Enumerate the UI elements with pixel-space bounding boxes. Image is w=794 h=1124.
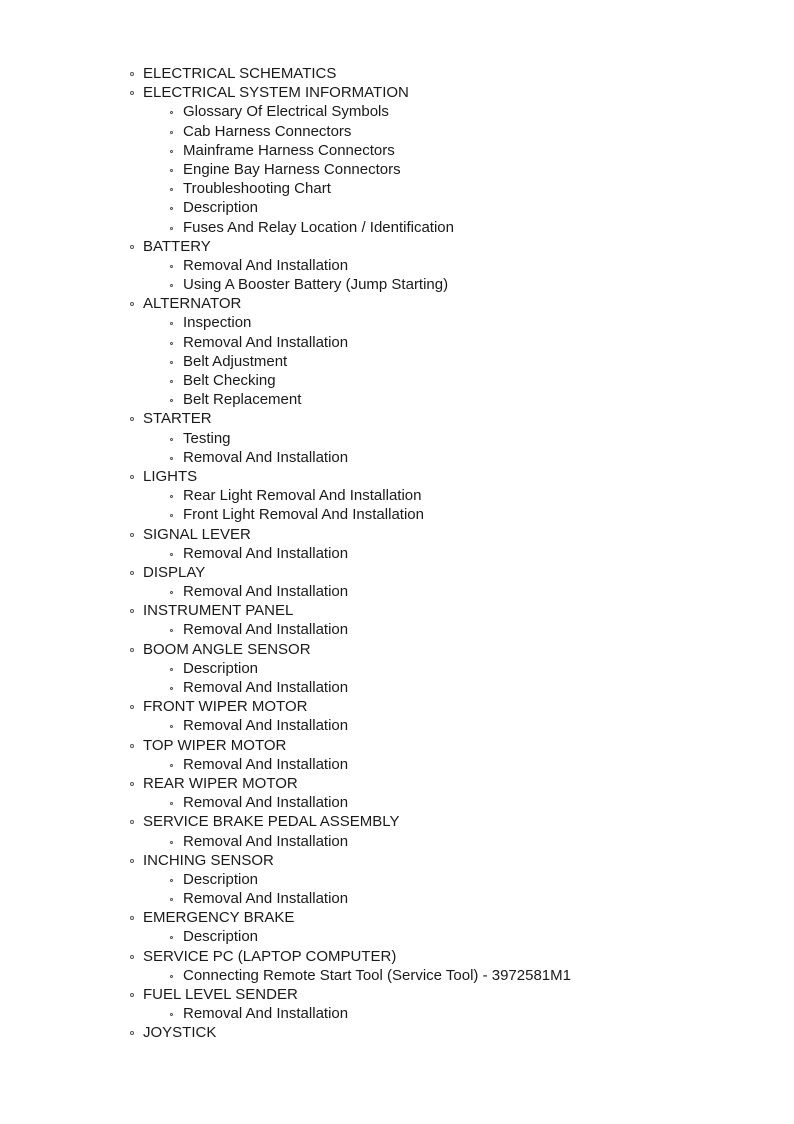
toc-subsection: [128, 429, 571, 448]
toc-section: [128, 851, 571, 870]
toc-subsection: [128, 333, 571, 352]
circle-bullet-icon: [130, 859, 134, 863]
toc-section: [128, 947, 571, 966]
toc-section: [128, 908, 571, 927]
circle-bullet-icon: [130, 916, 134, 920]
circle-bullet-icon: [170, 841, 173, 844]
toc-subsection: [128, 544, 571, 563]
toc-subsection: [128, 275, 571, 294]
circle-bullet-icon: [170, 936, 173, 939]
toc-subsection-label: Glossary Of Electrical Symbols: [183, 103, 389, 121]
toc-subsection-label: Description: [183, 928, 259, 946]
toc-subsection-label: Removal And Installation: [183, 717, 349, 735]
circle-bullet-icon: [170, 399, 173, 402]
toc-subsection: [128, 371, 571, 390]
circle-bullet-icon: [170, 725, 173, 728]
toc-section: [128, 83, 571, 102]
toc-section: [128, 237, 571, 256]
circle-bullet-icon: [170, 150, 173, 153]
circle-bullet-icon: [170, 553, 173, 556]
toc-subsection: [128, 122, 571, 141]
toc-section-label: SIGNAL LEVER: [143, 525, 251, 543]
circle-bullet-icon: [170, 380, 173, 383]
toc-subsection-label: Fuses And Relay Location / Identification: [183, 218, 454, 236]
toc-subsection-label: Removal And Installation: [183, 1005, 349, 1023]
circle-bullet-icon: [170, 169, 173, 172]
toc-section-label: DISPLAY: [143, 563, 206, 581]
toc-subsection: [128, 793, 571, 812]
circle-bullet-icon: [170, 629, 173, 632]
toc-subsection: [128, 582, 571, 601]
toc-subsection: [128, 198, 571, 217]
toc-section-label: INCHING SENSOR: [143, 851, 274, 869]
toc-subsection: [128, 256, 571, 275]
table-of-contents: [128, 64, 571, 1043]
toc-subsection-label: Connecting Remote Start Tool (Service Tool) - 3972581M1: [183, 966, 571, 984]
toc-subsection-label: Belt Checking: [183, 372, 276, 389]
toc-section: [128, 697, 571, 716]
circle-bullet-icon: [170, 438, 173, 441]
toc-subsection: [128, 486, 571, 505]
toc-subsection: [128, 1004, 571, 1023]
toc-section-label: BATTERY: [143, 237, 211, 255]
toc-section: [128, 812, 571, 831]
circle-bullet-icon: [170, 265, 173, 268]
toc-subsection-label: Rear Light Removal And Installation: [183, 487, 422, 505]
circle-bullet-icon: [170, 111, 173, 114]
circle-bullet-icon: [130, 302, 134, 306]
circle-bullet-icon: [170, 687, 173, 690]
toc-section-label: JOYSTICK: [143, 1024, 217, 1042]
toc-subsection: [128, 659, 571, 678]
toc-subsection-label: Cab Harness Connectors: [183, 122, 352, 140]
toc-section-label: ELECTRICAL SYSTEM INFORMATION: [143, 84, 409, 102]
circle-bullet-icon: [130, 782, 134, 786]
toc-section: [128, 563, 571, 582]
toc-subsection: [128, 102, 571, 121]
toc-section: [128, 774, 571, 793]
toc-section-label: REAR WIPER MOTOR: [143, 774, 298, 792]
toc-section-label: LIGHTS: [143, 467, 198, 485]
toc-section-label: BOOM ANGLE SENSOR: [143, 640, 311, 658]
toc-section: [128, 1023, 571, 1042]
toc-subsection-label: Removal And Installation: [183, 679, 349, 696]
toc-section-label: TOP WIPER MOTOR: [143, 736, 287, 754]
toc-subsection-label: Description: [183, 199, 259, 217]
toc-section-label: INSTRUMENT PANEL: [143, 602, 294, 620]
toc-section-label: EMERGENCY BRAKE: [143, 909, 295, 927]
circle-bullet-icon: [170, 975, 173, 978]
toc-subsection: [128, 966, 571, 985]
circle-bullet-icon: [170, 764, 173, 767]
circle-bullet-icon: [170, 284, 173, 287]
toc-subsection-label: Using A Booster Battery (Jump Starting): [183, 276, 449, 294]
toc-subsection: [128, 505, 571, 524]
circle-bullet-icon: [130, 72, 134, 76]
toc-subsection: [128, 218, 571, 237]
toc-subsection-label: Removal And Installation: [183, 794, 349, 812]
toc-section-label: FUEL LEVEL SENDER: [143, 986, 298, 1003]
toc-subsection: [128, 352, 571, 371]
toc-subsection-label: Engine Bay Harness Connectors: [183, 160, 401, 178]
toc-subsection-label: Removal And Installation: [183, 890, 349, 908]
circle-bullet-icon: [130, 91, 134, 95]
circle-bullet-icon: [170, 207, 173, 210]
circle-bullet-icon: [170, 1013, 173, 1016]
toc-section: [128, 467, 571, 486]
toc-subsection-label: Description: [183, 659, 259, 677]
toc-section: [128, 409, 571, 428]
circle-bullet-icon: [170, 802, 173, 805]
toc-subsection-label: Removal And Installation: [183, 755, 349, 773]
circle-bullet-icon: [170, 322, 173, 325]
toc-subsection: [128, 716, 571, 735]
circle-bullet-icon: [130, 993, 134, 997]
toc-section-label: ALTERNATOR: [143, 295, 242, 313]
toc-subsection-label: Removal And Installation: [183, 832, 349, 850]
circle-bullet-icon: [170, 898, 173, 901]
toc-subsection-label: Removal And Installation: [183, 333, 349, 351]
toc-subsection-label: Testing: [183, 429, 231, 447]
toc-section: [128, 525, 571, 544]
circle-bullet-icon: [130, 1031, 134, 1035]
toc-section: [128, 985, 571, 1004]
toc-subsection: [128, 927, 571, 946]
toc-subsection: [128, 448, 571, 467]
circle-bullet-icon: [130, 744, 134, 748]
toc-subsection-label: Removal And Installation: [183, 256, 349, 274]
toc-subsection-label: Description: [183, 870, 259, 888]
circle-bullet-icon: [170, 188, 173, 191]
circle-bullet-icon: [170, 227, 173, 230]
toc-section: [128, 601, 571, 620]
toc-subsection: [128, 870, 571, 889]
toc-subsection: [128, 313, 571, 332]
toc-subsection-label: Removal And Installation: [183, 621, 349, 639]
circle-bullet-icon: [130, 820, 134, 824]
toc-subsection-label: Removal And Installation: [183, 448, 349, 466]
circle-bullet-icon: [130, 245, 134, 249]
toc-subsection: [128, 755, 571, 774]
toc-subsection: [128, 160, 571, 179]
toc-subsection: [128, 678, 571, 697]
toc-subsection: [128, 141, 571, 160]
circle-bullet-icon: [170, 514, 173, 517]
circle-bullet-icon: [130, 417, 134, 421]
circle-bullet-icon: [130, 955, 134, 959]
circle-bullet-icon: [130, 609, 134, 613]
circle-bullet-icon: [130, 533, 134, 537]
circle-bullet-icon: [170, 668, 173, 671]
toc-subsection: [128, 832, 571, 851]
circle-bullet-icon: [130, 571, 134, 575]
circle-bullet-icon: [170, 591, 173, 594]
toc-section: [128, 294, 571, 313]
toc-subsection: [128, 179, 571, 198]
toc-subsection-label: Removal And Installation: [183, 544, 349, 562]
circle-bullet-icon: [130, 648, 134, 652]
toc-section-label: FRONT WIPER MOTOR: [143, 698, 308, 716]
toc-section-label: SERVICE BRAKE PEDAL ASSEMBLY: [143, 813, 400, 831]
toc-subsection-label: Belt Adjustment: [183, 352, 288, 370]
toc-subsection: [128, 620, 571, 639]
toc-section: [128, 640, 571, 659]
toc-subsection: [128, 889, 571, 908]
circle-bullet-icon: [170, 457, 173, 460]
circle-bullet-icon: [130, 475, 134, 479]
circle-bullet-icon: [170, 342, 173, 345]
toc-subsection-label: Mainframe Harness Connectors: [183, 141, 395, 159]
toc-subsection-label: Removal And Installation: [183, 583, 349, 601]
circle-bullet-icon: [130, 705, 134, 709]
toc-subsection-label: Troubleshooting Chart: [183, 180, 331, 198]
toc-section-label: ELECTRICAL SCHEMATICS: [143, 65, 337, 82]
toc-section: [128, 736, 571, 755]
toc-section-label: SERVICE PC (LAPTOP COMPUTER): [143, 947, 397, 965]
toc-section: [128, 64, 571, 83]
toc-subsection-label: Inspection: [183, 314, 252, 332]
circle-bullet-icon: [170, 131, 173, 134]
toc-subsection: [128, 390, 571, 409]
circle-bullet-icon: [170, 879, 173, 882]
toc-section-label: STARTER: [143, 410, 212, 428]
toc-subsection-label: Belt Replacement: [183, 391, 302, 409]
circle-bullet-icon: [170, 495, 173, 498]
circle-bullet-icon: [170, 361, 173, 364]
toc-subsection-label: Front Light Removal And Installation: [183, 506, 424, 524]
